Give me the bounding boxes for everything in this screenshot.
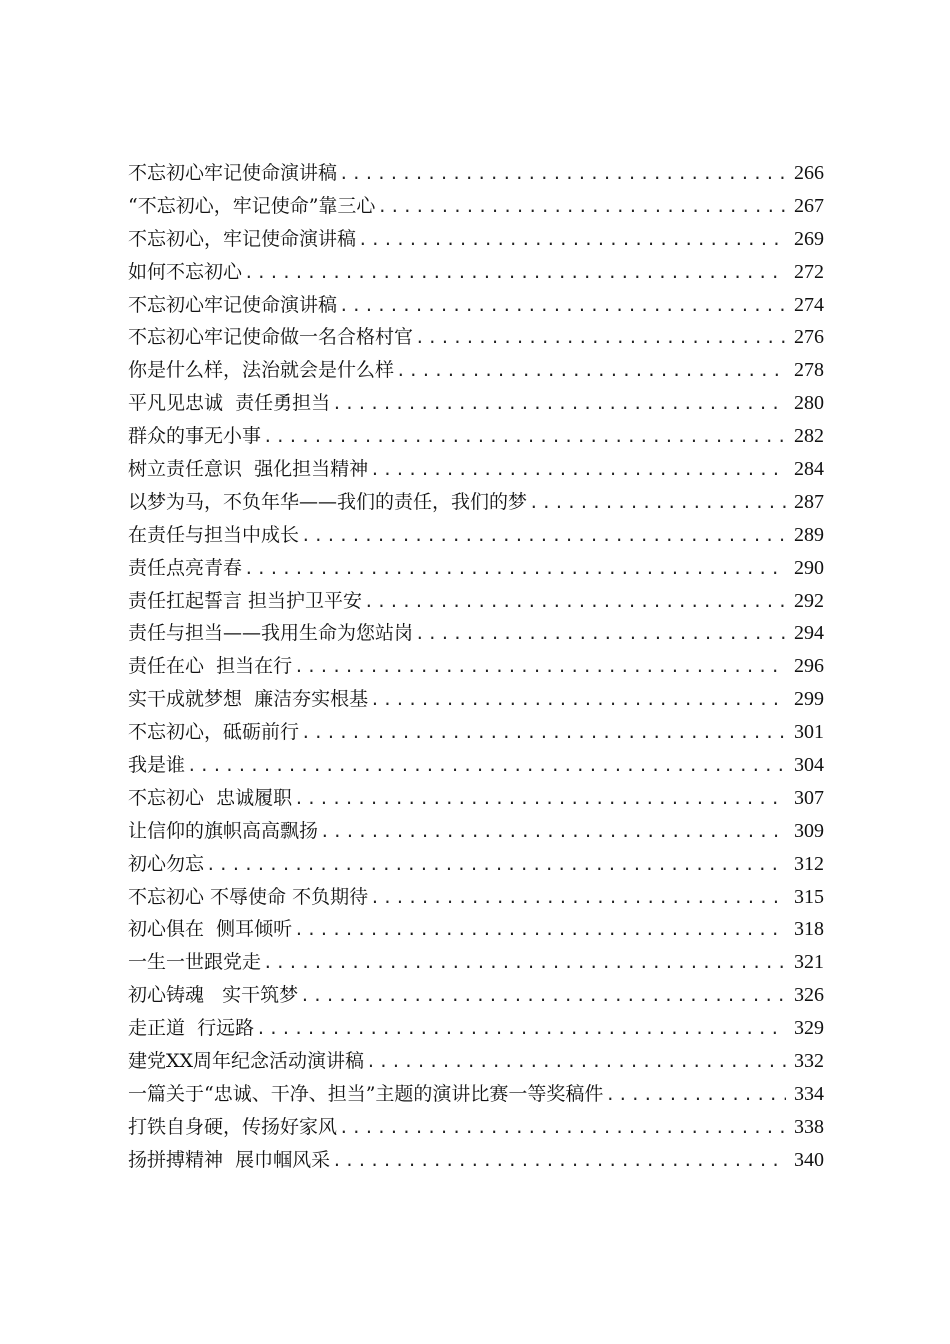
toc-entry[interactable] bbox=[128, 321, 824, 354]
toc-entry-title: 扬拼搏精神 展巾帼风采 bbox=[128, 1148, 331, 1171]
toc-entry[interactable] bbox=[128, 848, 824, 881]
toc-entry-page-number: 338 bbox=[794, 1115, 824, 1138]
toc-entry-title: 不忘初心牢记使命演讲稿 bbox=[128, 162, 338, 184]
toc-entry-title: 以梦为马，不负年华——我们的责任，我们的梦 bbox=[128, 490, 528, 513]
toc-dot-leader bbox=[364, 586, 786, 619]
toc-entry-title: 不忘初心 忠诚履职 bbox=[128, 786, 293, 809]
toc-dot-leader bbox=[415, 322, 786, 355]
toc-dot-leader bbox=[294, 783, 786, 816]
toc-entry-page-number: 299 bbox=[794, 688, 824, 711]
toc-entry-title: 树立责任意识 强化担当精神 bbox=[128, 458, 369, 481]
toc-entry-page-number: 307 bbox=[794, 786, 824, 809]
toc-entry-title: 一生一世跟党走 bbox=[128, 951, 262, 974]
toc-dot-leader bbox=[339, 290, 786, 323]
toc-entry-title: 责任与担当——我用生命为您站岗 bbox=[128, 622, 414, 645]
toc-entry-page-number: 267 bbox=[794, 194, 824, 217]
toc-dot-leader bbox=[377, 191, 786, 224]
toc-entry-page-number: 276 bbox=[794, 326, 824, 349]
toc-entry-title: 不忘初心，砥砺前行 bbox=[128, 721, 300, 744]
toc-entry-page-number: 318 bbox=[794, 918, 824, 941]
toc-entry-page-number: 329 bbox=[794, 1017, 824, 1040]
toc-dot-leader bbox=[370, 454, 786, 487]
toc-entry[interactable] bbox=[128, 979, 824, 1012]
toc-dot-leader bbox=[332, 388, 786, 421]
toc-dot-leader bbox=[358, 224, 786, 257]
toc-entry-page-number: 284 bbox=[794, 458, 824, 481]
toc-entry[interactable] bbox=[128, 157, 824, 190]
toc-dot-leader bbox=[370, 882, 786, 915]
toc-entry-title: “不忘初心，牢记使命”靠三心 bbox=[128, 194, 376, 217]
toc-dot-leader bbox=[339, 1112, 786, 1145]
toc-entry-title: 不忘初心，牢记使命演讲稿 bbox=[128, 227, 357, 250]
toc-dot-leader bbox=[206, 849, 786, 882]
toc-entry-page-number: 269 bbox=[794, 227, 824, 250]
toc-entry-title: 一篇关于“忠诚、干净、担当”主题的演讲比赛一等奖稿件 bbox=[128, 1082, 604, 1105]
toc-entry-page-number: 304 bbox=[794, 754, 824, 777]
toc-entry-title: 如何不忘初心 bbox=[128, 260, 243, 283]
toc-entry[interactable] bbox=[128, 1111, 824, 1144]
toc-dot-leader bbox=[320, 816, 786, 849]
toc-entry[interactable] bbox=[128, 256, 824, 289]
toc-entry-title: 不忘初心牢记使命演讲稿 bbox=[128, 293, 338, 316]
toc-dot-leader bbox=[294, 914, 786, 947]
toc-entry-page-number: 321 bbox=[794, 951, 824, 974]
toc-entry[interactable] bbox=[128, 1144, 824, 1177]
toc-entry-page-number: 294 bbox=[794, 622, 824, 645]
toc-entry[interactable] bbox=[128, 683, 824, 716]
toc-entry-page-number: 282 bbox=[794, 425, 824, 448]
toc-entry[interactable] bbox=[128, 519, 824, 552]
toc-entry[interactable] bbox=[128, 453, 824, 486]
toc-entry-title: 责任在心 担当在行 bbox=[128, 655, 293, 678]
toc-entry-page-number: 287 bbox=[794, 490, 824, 513]
toc-entry-title: 实干成就梦想 廉洁夯实根基 bbox=[128, 688, 369, 711]
toc-dot-leader bbox=[294, 651, 786, 684]
toc-dot-leader bbox=[300, 980, 786, 1013]
toc-entry[interactable] bbox=[128, 881, 824, 914]
toc-entry-title: 群众的事无小事 bbox=[128, 425, 262, 448]
toc-entry-page-number: 334 bbox=[794, 1082, 824, 1105]
toc-dot-leader bbox=[301, 717, 786, 750]
toc-entry-title: 不忘初心 不辱使命 不负期待 bbox=[128, 885, 369, 908]
toc-entry[interactable] bbox=[128, 782, 824, 815]
toc-dot-leader bbox=[256, 1013, 786, 1046]
toc-entry-page-number: 280 bbox=[794, 392, 824, 415]
toc-entry-page-number: 272 bbox=[794, 260, 824, 283]
toc-entry-page-number: 332 bbox=[794, 1050, 824, 1073]
toc-dot-leader bbox=[396, 355, 786, 388]
toc-entry-title: 初心俱在 侧耳倾听 bbox=[128, 918, 293, 941]
toc-entry-page-number: 290 bbox=[794, 556, 824, 579]
toc-dot-leader bbox=[366, 1046, 786, 1079]
toc-entry[interactable] bbox=[128, 354, 824, 387]
toc-entry-title: 责任扛起誓言 担当护卫平安 bbox=[128, 589, 363, 612]
toc-dot-leader bbox=[605, 1079, 786, 1112]
toc-dot-leader bbox=[244, 553, 786, 586]
toc-entry[interactable] bbox=[128, 552, 824, 585]
toc-entry[interactable] bbox=[128, 716, 824, 749]
toc-entry[interactable] bbox=[128, 650, 824, 683]
toc-entry[interactable] bbox=[128, 749, 824, 782]
toc-entry[interactable] bbox=[128, 1012, 824, 1045]
toc-entry[interactable] bbox=[128, 223, 824, 256]
toc-entry-page-number: 296 bbox=[794, 655, 824, 678]
toc-dot-leader bbox=[263, 947, 786, 980]
toc-entry-page-number: 289 bbox=[794, 523, 824, 546]
toc-dot-leader bbox=[244, 257, 786, 290]
toc-entry-title: 走正道 行远路 bbox=[128, 1017, 255, 1040]
toc-entry-page-number: 274 bbox=[794, 293, 824, 316]
toc-entry[interactable] bbox=[128, 190, 824, 223]
toc-dot-leader bbox=[187, 750, 786, 783]
toc-entry[interactable] bbox=[128, 617, 824, 650]
toc-entry-title: 平凡见忠诚 责任勇担当 bbox=[128, 392, 331, 415]
toc-entry-title: 初心铸魂 实干筑梦 bbox=[128, 984, 299, 1007]
toc-entry-page-number: 312 bbox=[794, 852, 824, 875]
toc-entry[interactable] bbox=[128, 815, 824, 848]
toc-entry[interactable] bbox=[128, 946, 824, 979]
toc-entry-title: 你是什么样，法治就会是什么样 bbox=[128, 359, 395, 382]
toc-entry-title: 打铁自身硬，传扬好家风 bbox=[128, 1115, 338, 1138]
toc-entry[interactable] bbox=[128, 913, 824, 946]
table-of-contents bbox=[128, 157, 824, 1177]
toc-entry[interactable] bbox=[128, 486, 824, 519]
toc-entry-page-number: 326 bbox=[794, 984, 824, 1007]
toc-entry-title: 不忘初心牢记使命做一名合格村官 bbox=[128, 326, 414, 349]
toc-entry-page-number: 278 bbox=[794, 359, 824, 382]
toc-entry-page-number: 301 bbox=[794, 721, 824, 744]
toc-entry[interactable] bbox=[128, 289, 824, 322]
toc-dot-leader bbox=[370, 684, 786, 717]
toc-entry-title: 让信仰的旗帜高高飘扬 bbox=[128, 819, 319, 842]
toc-entry-title: 初心勿忘 bbox=[128, 852, 205, 875]
toc-dot-leader bbox=[339, 158, 786, 191]
toc-dot-leader bbox=[415, 618, 786, 651]
toc-entry-title: 在责任与担当中成长 bbox=[128, 523, 300, 546]
toc-entry[interactable] bbox=[128, 585, 824, 618]
toc-entry[interactable] bbox=[128, 387, 824, 420]
toc-entry-page-number: 309 bbox=[794, 819, 824, 842]
toc-entry-page-number: 340 bbox=[794, 1148, 824, 1171]
toc-entry-title: 建党XX周年纪念活动演讲稿 bbox=[128, 1050, 365, 1073]
toc-entry-page-number: 315 bbox=[794, 885, 824, 908]
toc-entry-page-number: 266 bbox=[794, 162, 824, 184]
toc-entry-title: 责任点亮青春 bbox=[128, 556, 243, 579]
toc-entry-page-number: 292 bbox=[794, 589, 824, 612]
toc-dot-leader bbox=[263, 421, 786, 454]
toc-entry[interactable] bbox=[128, 1045, 824, 1078]
toc-entry[interactable] bbox=[128, 420, 824, 453]
toc-dot-leader bbox=[332, 1145, 786, 1178]
toc-dot-leader bbox=[529, 487, 786, 520]
toc-dot-leader bbox=[301, 520, 786, 553]
toc-entry-title: 我是谁 bbox=[128, 754, 186, 777]
toc-entry[interactable] bbox=[128, 1078, 824, 1111]
